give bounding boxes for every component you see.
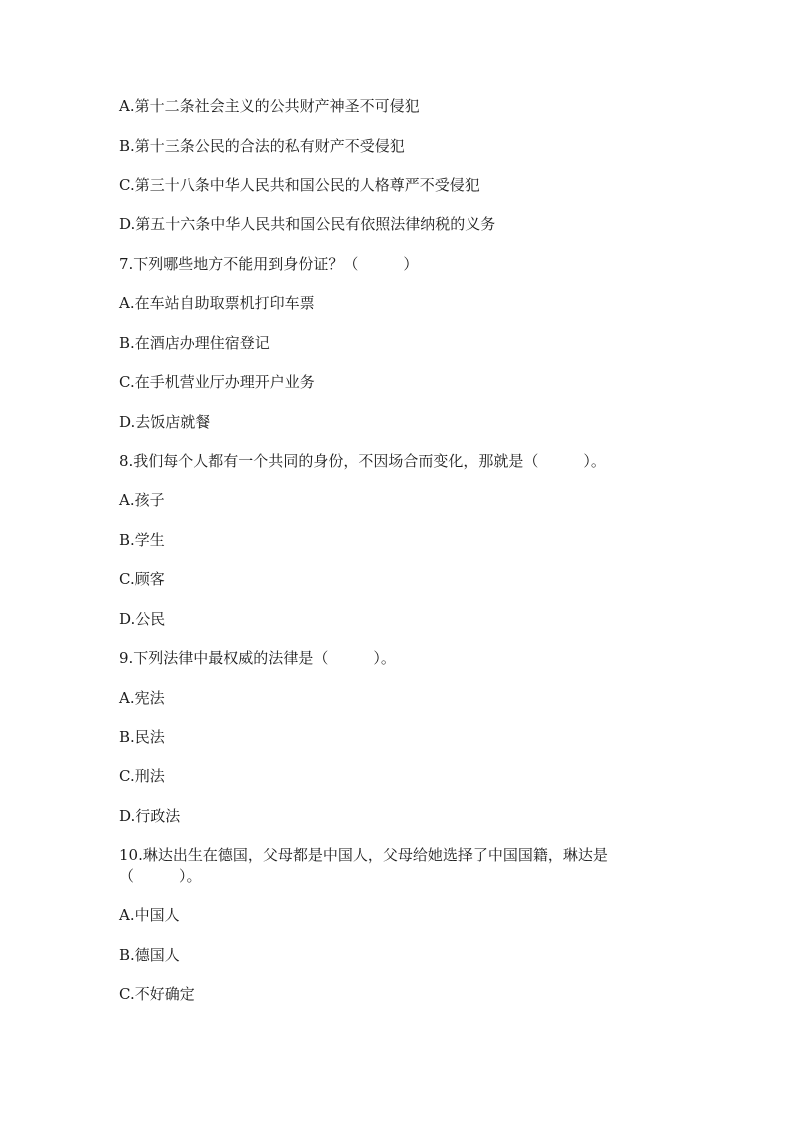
q10-question-continued: （ ）。 (119, 867, 202, 885)
q8-option-d: D.公民 (119, 610, 166, 628)
q10-option-a: A.中国人 (119, 906, 180, 924)
q10-question: 10.琳达出生在德国，父母都是中国人，父母给她选择了中国国籍，琳达是 (119, 846, 608, 864)
q6-option-b: B.第十三条公民的合法的私有财产不受侵犯 (119, 137, 405, 155)
q10-option-b: B.德国人 (119, 946, 180, 964)
q9-option-d: D.行政法 (119, 807, 181, 825)
q8-option-b: B.学生 (119, 531, 165, 549)
q8-option-c: C.顾客 (119, 570, 165, 588)
q7-option-b: B.在酒店办理住宿登记 (119, 334, 270, 352)
q9-option-a: A.宪法 (119, 689, 165, 707)
q6-option-a: A.第十二条社会主义的公共财产神圣不可侵犯 (119, 97, 420, 115)
q8-question: 8.我们每个人都有一个共同的身份，不因场合而变化，那就是（ ）。 (119, 452, 606, 470)
q9-question: 9.下列法律中最权威的法律是（ ）。 (119, 649, 396, 667)
q9-option-b: B.民法 (119, 728, 165, 746)
q7-option-a: A.在车站自助取票机打印车票 (119, 294, 315, 312)
q9-option-c: C.刑法 (119, 767, 165, 785)
q7-question: 7.下列哪些地方不能用到身份证？（ ） (119, 255, 419, 273)
q10-option-c: C.不好确定 (119, 985, 195, 1003)
q6-option-d: D.第五十六条中华人民共和国公民有依照法律纳税的义务 (119, 215, 496, 233)
q8-option-a: A.孩子 (119, 491, 165, 509)
q7-option-c: C.在手机营业厅办理开户业务 (119, 373, 315, 391)
q7-option-d: D.去饭店就餐 (119, 413, 211, 431)
q6-option-c: C.第三十八条中华人民共和国公民的人格尊严不受侵犯 (119, 176, 480, 194)
